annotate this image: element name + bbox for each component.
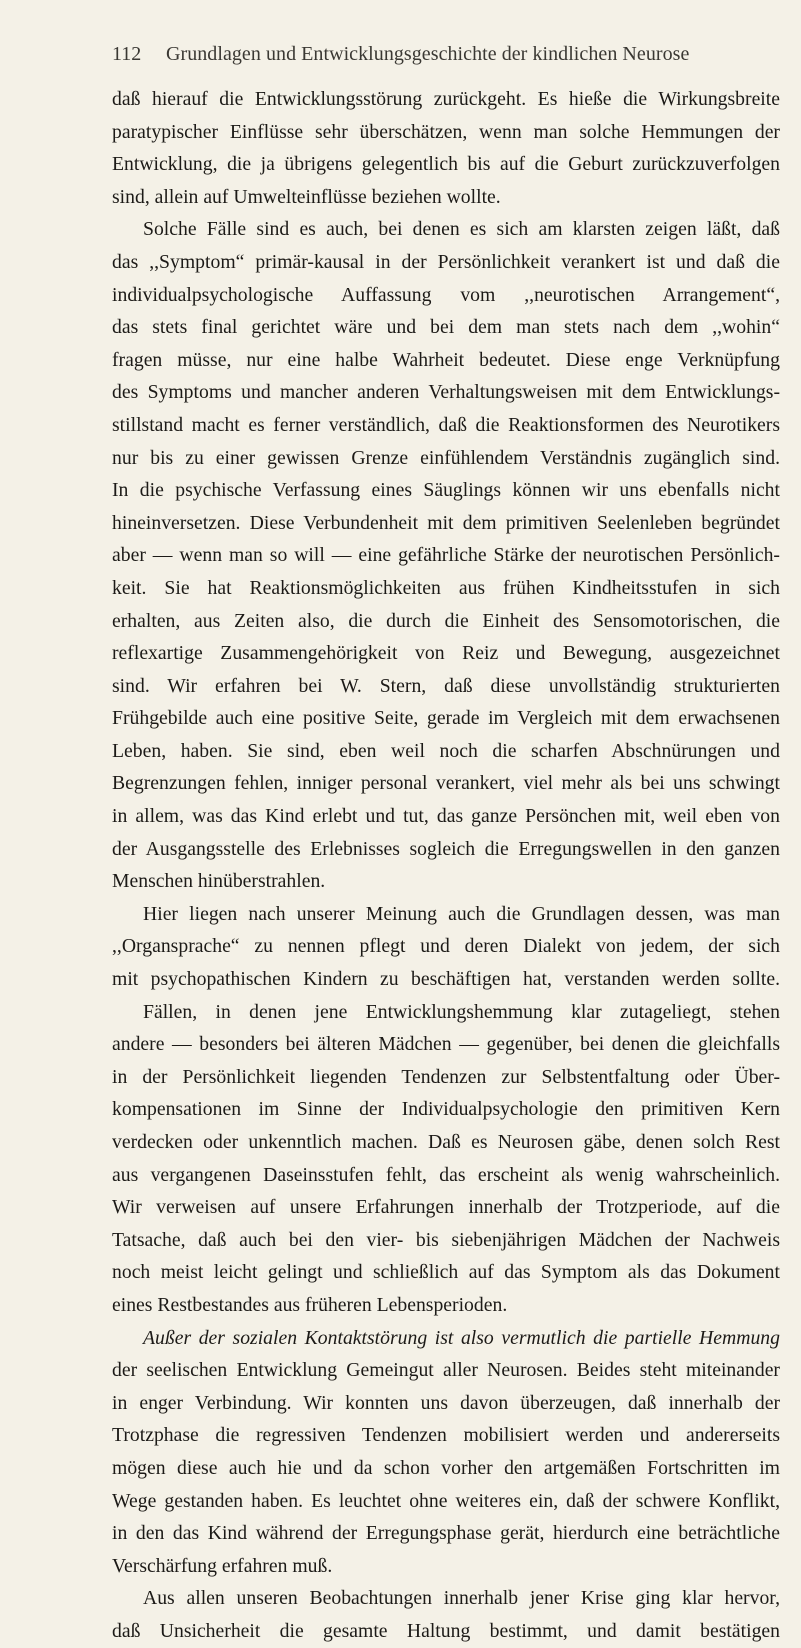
text-line: Menschen hinüberstrahlen. <box>112 870 326 893</box>
text-line: in enger Verbindung. Wir konnten uns davon überzeugen, daß innerhalb der <box>112 1391 780 1414</box>
text-line: daß hierauf die Entwicklungsstörung zurückgeht. Es hieße die Wirkungsbreite <box>112 88 780 110</box>
text-line: in allem, was das Kind erlebt und tut, das ganze Persönchen mit, weil eben von <box>112 805 780 828</box>
text-line: reflexartige Zusammengehörigkeit von Reiz und Bewegung, ausgezeichnet <box>112 642 780 665</box>
text-line: Begrenzungen fehlen, inniger personal verankert, viel mehr als bei uns schwingt <box>112 772 780 795</box>
body-text <box>112 83 780 1648</box>
text-line: Leben, haben. Sie sind, eben weil noch die scharfen Abschnürungen und <box>112 739 780 762</box>
text-line: Verschärfung erfahren muß. <box>112 1554 333 1577</box>
text-line: paratypischer Einflüsse sehr überschätzen, wenn man solche Hemmungen der <box>112 120 780 143</box>
text-line: Hier liegen nach unserer Meinung auch die Grundlagen dessen, was man <box>143 902 780 925</box>
text-line: Fällen, in denen jene Entwicklungshemmung klar zutageliegt, stehen <box>143 1000 780 1023</box>
text-line: In die psychische Verfassung eines Säuglings können wir uns ebenfalls nicht <box>112 479 780 502</box>
text-line: nur bis zu einer gewissen Grenze einfühlendem Verständnis zugänglich sind. <box>112 446 780 469</box>
text-line: Außer der sozialen Kontaktstörung ist also vermutlich die partielle Hemmung <box>143 1326 780 1349</box>
text-line: sind, allein auf Umwelteinflüsse beziehen wollte. <box>112 185 501 208</box>
text-line: stillstand macht es ferner verständlich, daß die Reaktionsformen des Neurotikers <box>112 413 780 436</box>
running-head <box>112 38 780 70</box>
text-line: Entwicklung, die ja übrigens gelegentlich bis auf die Geburt zurückzuverfolgen <box>112 153 780 176</box>
text-line: Tatsache, daß auch bei den vier- bis siebenjährigen Mädchen der Nachweis <box>112 1228 780 1251</box>
text-line: Wir verweisen auf unsere Erfahrungen innerhalb der Trotzperiode, auf die <box>112 1196 780 1219</box>
text-line: das ,,Symptom“ primär-kausal in der Persönlichkeit verankert ist und daß die <box>112 250 780 273</box>
text-line: noch meist leicht gelingt und schließlich auf das Symptom als das Dokument <box>112 1261 780 1284</box>
text-line: Wege gestanden haben. Es leuchtet ohne weiteres ein, daß der schwere Konflikt, <box>112 1489 780 1512</box>
text-line: aber — wenn man so will — eine gefährliche Stärke der neurotischen Persönlich- <box>112 544 780 567</box>
text-line: Solche Fälle sind es auch, bei denen es sich am klarsten zeigen läßt, daß <box>143 218 780 241</box>
page-number: 112 <box>112 43 142 65</box>
text-line: mögen diese auch hie und da schon vorher den artgemäßen Fortschritten im <box>112 1456 780 1479</box>
text-line: kompensationen im Sinne der Individualpsychologie den primitiven Kern <box>112 1098 780 1121</box>
text-line: erhalten, aus Zeiten also, die durch die Einheit des Sensomotorischen, die <box>112 609 780 632</box>
text-line: Aus allen unseren Beobachtungen innerhalb jener Krise ging klar hervor, <box>143 1587 780 1610</box>
running-title: Grundlagen und Entwicklungsgeschichte der kindlichen Neurose <box>166 43 690 65</box>
text-line: das stets final gerichtet wäre und bei dem man stets nach dem ,,wohin“ <box>112 316 780 339</box>
text-line: hineinversetzen. Diese Verbundenheit mit dem primitiven Seelenleben begründet <box>112 511 780 534</box>
text-line: daß Unsicherheit die gesamte Haltung bestimmt, und damit bestätigen <box>112 1619 780 1642</box>
text-line: mit psychopathischen Kindern zu beschäftigen hat, verstanden werden sollte. <box>112 968 780 991</box>
text-line: aus vergangenen Daseinsstufen fehlt, das erscheint als wenig wahrscheinlich. <box>112 1163 780 1186</box>
text-line: individualpsychologische Auffassung vom ,,neurotischen Arrangement“, <box>112 283 780 306</box>
text-line: ,,Organsprache“ zu nennen pflegt und deren Dialekt von jedem, der sich <box>112 935 780 958</box>
text-line: in den das Kind während der Erregungsphase gerät, hierdurch eine beträchtliche <box>112 1522 780 1545</box>
text-line: eines Restbestandes aus früheren Lebensperioden. <box>112 1293 508 1316</box>
text-line: der Ausgangsstelle des Erlebnisses sogleich die Erregungswellen in den ganzen <box>112 837 780 860</box>
text-line: andere — besonders bei älteren Mädchen — gegenüber, bei denen die gleichfalls <box>112 1033 780 1056</box>
text-line: fragen müsse, nur eine halbe Wahrheit bedeutet. Diese enge Verknüpfung <box>112 348 780 371</box>
text-line: des Symptoms und mancher anderen Verhaltungsweisen mit dem Entwicklungs- <box>112 381 780 404</box>
text-line: verdecken oder unkenntlich machen. Daß es Neurosen gäbe, denen solch Rest <box>112 1131 780 1153</box>
text-line: Frühgebilde auch eine positive Seite, gerade im Vergleich mit dem erwachsenen <box>112 707 780 730</box>
text-line: der seelischen Entwicklung Gemeingut aller Neurosen. Beides steht miteinander <box>112 1359 780 1382</box>
text-line: sind. Wir erfahren bei W. Stern, daß diese unvollständig strukturierten <box>112 674 780 697</box>
text-line: keit. Sie hat Reaktionsmöglichkeiten aus frühen Kindheitsstufen in sich <box>112 576 780 599</box>
text-line: Trotzphase die regressiven Tendenzen mobilisiert werden und andererseits <box>112 1424 780 1447</box>
text-line: in der Persönlichkeit liegenden Tendenzen zur Selbstentfaltung oder Über- <box>112 1065 780 1088</box>
